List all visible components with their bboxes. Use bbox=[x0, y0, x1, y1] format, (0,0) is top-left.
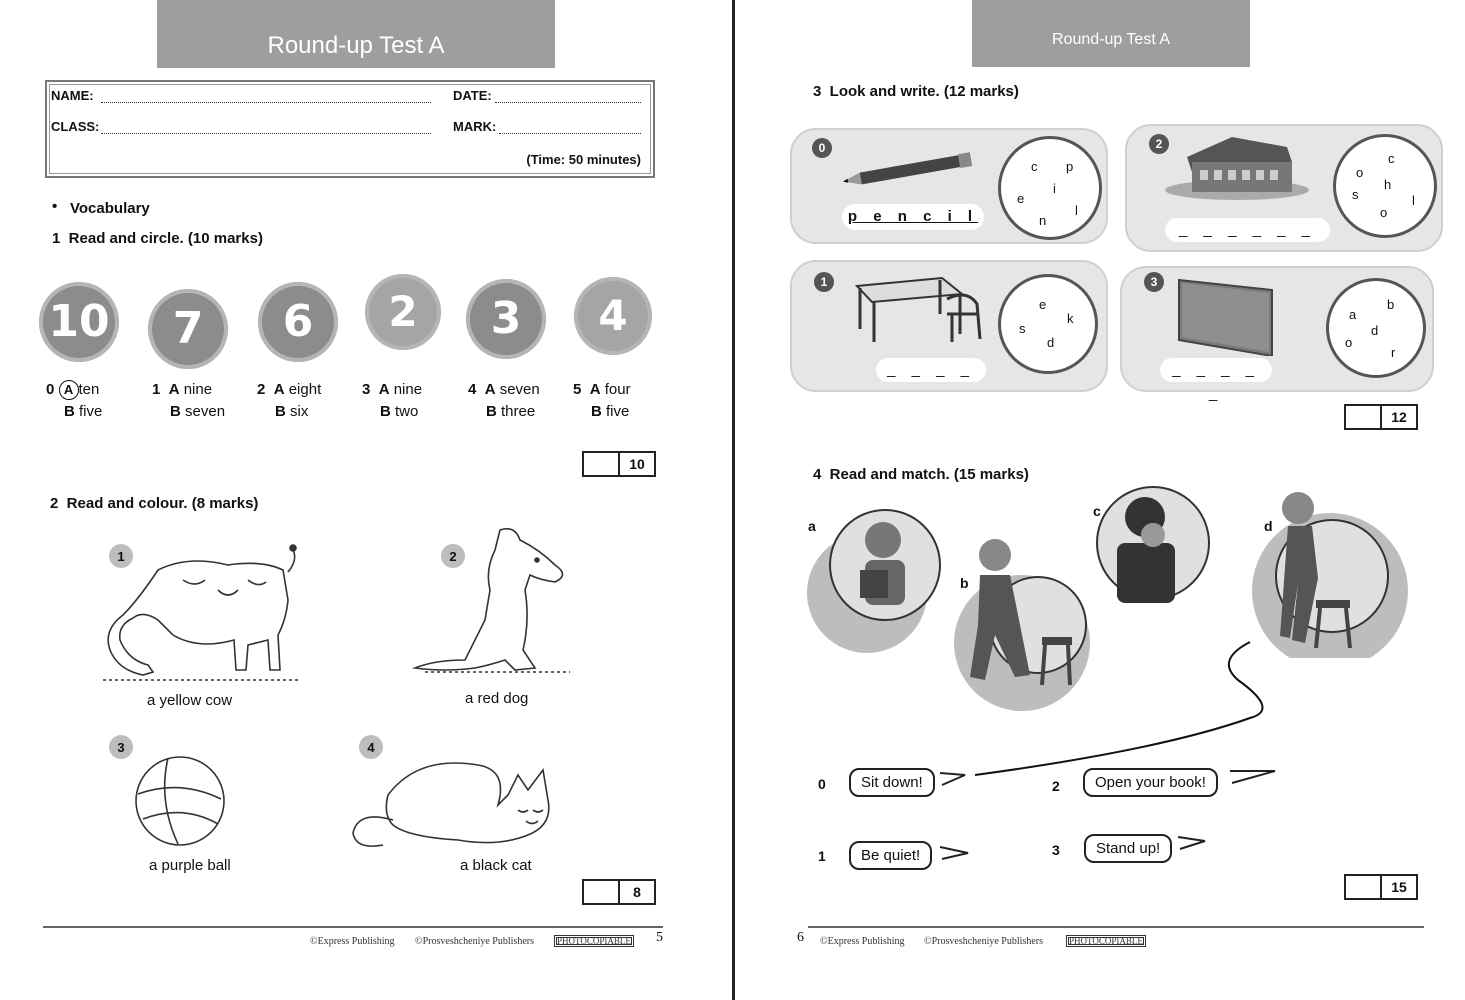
ex1-item-1: 1 A nine B seven bbox=[152, 381, 226, 420]
ex2-badge-2: 2 bbox=[441, 544, 465, 568]
ex1-item-5: 5 A four B five bbox=[573, 381, 631, 420]
name-label: NAME: bbox=[51, 88, 94, 103]
option-a[interactable]: A bbox=[378, 381, 390, 398]
number-picture-3: 2 bbox=[365, 274, 441, 350]
ex1-item-3: 3 A nine B two bbox=[362, 381, 423, 420]
mark-field[interactable] bbox=[499, 121, 641, 134]
time-note: (Time: 50 minutes) bbox=[526, 152, 641, 167]
desk-icon bbox=[852, 274, 987, 351]
ex3-answer-0[interactable]: p e n c i l bbox=[842, 204, 984, 230]
ex4-picture-c bbox=[1095, 485, 1220, 615]
left-page-title: Round-up Test A bbox=[267, 32, 445, 59]
ex4-label-b: b bbox=[960, 575, 969, 591]
left-footer-publisher-1: ©Express Publishing bbox=[310, 936, 395, 947]
left-footer-line bbox=[43, 926, 663, 928]
ex3-panel-1 bbox=[790, 260, 1108, 392]
name-field[interactable] bbox=[101, 90, 431, 103]
option-b[interactable]: B bbox=[380, 403, 391, 420]
ex3-panel-2 bbox=[1125, 124, 1443, 252]
ex3-badge-3: 3 bbox=[1144, 272, 1164, 292]
class-label: CLASS: bbox=[51, 119, 100, 134]
section-label: Vocabulary bbox=[70, 200, 150, 217]
ex4-label-d: d bbox=[1264, 518, 1273, 534]
ex3-score-field[interactable] bbox=[1346, 406, 1382, 428]
right-footer-publisher-2: ©Prosveshcheniye Publishers bbox=[924, 936, 1043, 947]
date-field[interactable] bbox=[495, 90, 641, 103]
ex3-max-mark: 12 bbox=[1391, 409, 1407, 425]
option-b[interactable]: B bbox=[170, 403, 181, 420]
ex4-score-field[interactable] bbox=[1346, 876, 1382, 898]
letter-circle-3: b a d o r bbox=[1326, 278, 1426, 378]
option-a[interactable]: A bbox=[484, 381, 496, 398]
ex3-heading: 3 Look and write. (12 marks) bbox=[813, 83, 1019, 100]
board-icon bbox=[1174, 278, 1274, 361]
ex3-badge-2: 2 bbox=[1149, 134, 1169, 154]
right-footer-publisher-1: ©Express Publishing bbox=[820, 936, 905, 947]
number-picture-4: 3 bbox=[466, 279, 546, 359]
ex1-item-4: 4 A seven B three bbox=[468, 381, 540, 420]
ex2-score-field[interactable] bbox=[584, 881, 620, 903]
number-picture-5: 4 bbox=[574, 277, 652, 355]
section-bullet: • bbox=[52, 198, 58, 215]
number-picture-1: 7 bbox=[148, 289, 228, 369]
mark-label: MARK: bbox=[453, 119, 497, 134]
ex4-phrase-3: Stand up! bbox=[1084, 834, 1172, 863]
ex2-caption-4: a black cat bbox=[460, 857, 532, 874]
option-a[interactable]: A bbox=[589, 381, 601, 398]
letter-circle-2: c o h s l o bbox=[1333, 134, 1437, 238]
right-footer-photocopiable: PHOTOCOPIABLE bbox=[1066, 935, 1146, 947]
left-footer-photocopiable: PHOTOCOPIABLE bbox=[554, 935, 634, 947]
school-icon bbox=[1162, 132, 1312, 207]
cat-illustration bbox=[348, 755, 558, 855]
date-label: DATE: bbox=[453, 88, 492, 103]
student-info-box bbox=[45, 80, 655, 178]
page-divider bbox=[732, 0, 735, 1000]
ex1-heading: 1 Read and circle. (10 marks) bbox=[52, 230, 263, 247]
ex3-panel-0 bbox=[790, 128, 1108, 244]
ex1-item-0: 0 A ten B five bbox=[46, 381, 103, 420]
ex1-mark-box bbox=[582, 451, 656, 477]
ex2-badge-4: 4 bbox=[359, 735, 383, 759]
ex4-heading: 4 Read and match. (15 marks) bbox=[813, 466, 1029, 483]
right-page-title-bar bbox=[972, 0, 1250, 67]
ex3-badge-0: 0 bbox=[812, 138, 832, 158]
ex3-answer-1[interactable]: _ _ _ _ bbox=[876, 358, 986, 382]
right-page-title: Round-up Test A bbox=[1051, 31, 1170, 48]
pencil-icon bbox=[842, 150, 977, 195]
ball-illustration bbox=[133, 754, 228, 849]
ex4-phrase-0: Sit down! bbox=[849, 768, 935, 797]
ex2-badge-1: 1 bbox=[109, 544, 133, 568]
option-a-circled[interactable]: A bbox=[59, 380, 79, 400]
ex4-label-c: c bbox=[1093, 503, 1101, 519]
class-field[interactable] bbox=[101, 121, 431, 134]
ex2-mark-box bbox=[582, 879, 656, 905]
ex4-phrase-num-1: 1 bbox=[818, 848, 826, 864]
ex3-answer-3[interactable]: _ _ _ _ _ bbox=[1160, 358, 1272, 382]
ex4-phrase-num-3: 3 bbox=[1052, 842, 1060, 858]
letter-circle-1: e k s d bbox=[998, 274, 1098, 374]
ex4-mark-box bbox=[1344, 874, 1418, 900]
right-footer-line bbox=[808, 926, 1424, 928]
ex1-score-field[interactable] bbox=[584, 453, 620, 475]
ex4-phrase-2: Open your book! bbox=[1083, 768, 1218, 797]
option-a[interactable]: A bbox=[168, 381, 180, 398]
ex3-badge-1: 1 bbox=[814, 272, 834, 292]
ex3-answer-2[interactable]: _ _ _ _ _ _ bbox=[1165, 218, 1330, 242]
number-picture-2: 6 bbox=[258, 282, 338, 362]
ex3-panel-3 bbox=[1120, 266, 1434, 402]
cow-illustration bbox=[98, 540, 303, 685]
ex2-caption-1: a yellow cow bbox=[147, 692, 233, 709]
ex4-max-mark: 15 bbox=[1391, 879, 1407, 895]
number-picture-0: 10 bbox=[39, 282, 119, 362]
option-a[interactable]: A bbox=[273, 381, 285, 398]
option-b[interactable]: B bbox=[275, 403, 286, 420]
right-page-number: 6 bbox=[797, 930, 804, 945]
ex4-phrase-num-2: 2 bbox=[1052, 778, 1060, 794]
ex4-phrase-num-0: 0 bbox=[818, 776, 826, 792]
ex3-mark-box bbox=[1344, 404, 1418, 430]
ex2-caption-2: a red dog bbox=[465, 690, 529, 707]
ex4-picture-a bbox=[795, 505, 945, 660]
left-footer-publisher-2: ©Prosveshcheniye Publishers bbox=[415, 936, 534, 947]
bubble-tails bbox=[930, 765, 1290, 880]
ex2-caption-3: a purple ball bbox=[149, 857, 231, 874]
ex4-phrase-1: Be quiet! bbox=[849, 841, 932, 870]
ex2-badge-3: 3 bbox=[109, 735, 133, 759]
left-page-number: 5 bbox=[656, 930, 663, 945]
ex1-item-2: 2 A eight B six bbox=[257, 381, 322, 420]
dog-illustration bbox=[405, 520, 575, 685]
ex1-max-mark: 10 bbox=[629, 456, 645, 472]
option-b[interactable]: B bbox=[486, 403, 497, 420]
option-b[interactable]: B bbox=[591, 403, 602, 420]
ex4-label-a: a bbox=[808, 518, 816, 534]
letter-circle-0: c p i e l n bbox=[998, 136, 1102, 240]
ex2-heading: 2 Read and colour. (8 marks) bbox=[50, 495, 259, 512]
left-page-title-bar bbox=[157, 0, 555, 68]
ex2-max-mark: 8 bbox=[633, 884, 641, 900]
